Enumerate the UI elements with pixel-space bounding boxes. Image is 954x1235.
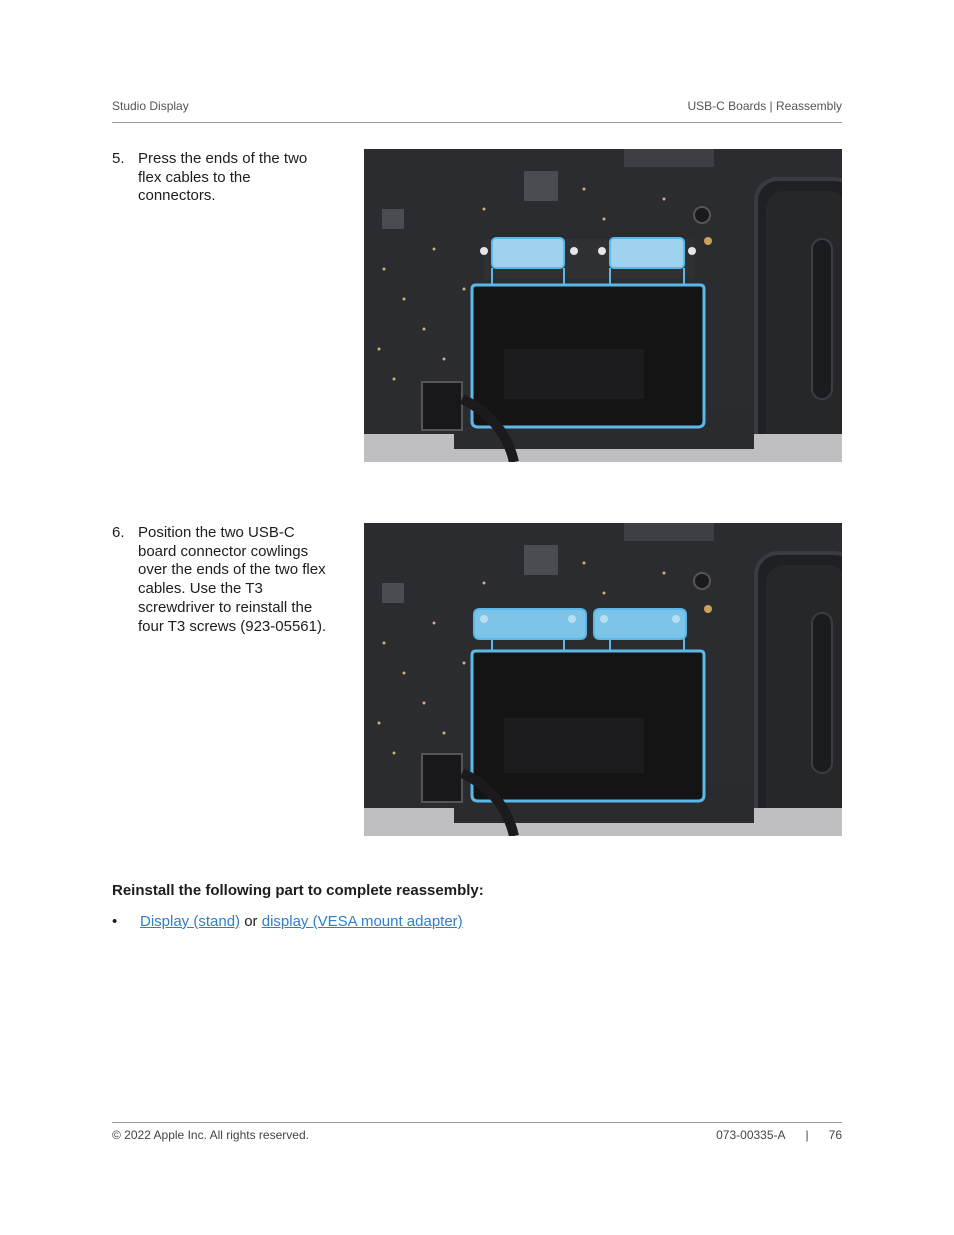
or-text: or (240, 913, 262, 930)
step-5-photo (364, 149, 842, 462)
step-5 (112, 150, 327, 206)
header-section-title: USB-C Boards | Reassembly (687, 99, 842, 113)
reinstall-heading: Reinstall the following part to complete reassembly: (112, 882, 484, 899)
header-divider (112, 122, 842, 123)
page-number: 76 (828, 1128, 842, 1142)
header-doc-title: Studio Display (112, 99, 189, 113)
display-vesa-mount-adapter-link[interactable]: display (VESA mount adapter) (261, 913, 463, 930)
bullet-icon: • (112, 913, 118, 930)
step-text: Press the ends of the two flex cables to the connectors. (138, 150, 308, 205)
step-6-photo (364, 523, 842, 836)
footer-divider (112, 1122, 842, 1123)
step-number: 6. (112, 524, 125, 541)
usb-c-board-cowlings-image (364, 523, 842, 836)
step-6 (112, 524, 327, 636)
usb-c-board-flex-cables-image (364, 149, 842, 462)
footer-doc-info (716, 1128, 842, 1142)
footer-copyright: © 2022 Apple Inc. All rights reserved. (112, 1128, 309, 1142)
footer-separator: | (805, 1128, 809, 1142)
display-stand-link[interactable]: Display (stand) (140, 913, 241, 930)
step-number: 5. (112, 150, 125, 167)
doc-number: 073-00335-A (716, 1128, 786, 1142)
step-text: Position the two USB-C board connector cowlings over the ends of the two flex cables. Use the T3 screwdriver to reinstall the four T3 screws (923-05561). (138, 524, 327, 635)
reinstall-list-item (112, 913, 463, 930)
